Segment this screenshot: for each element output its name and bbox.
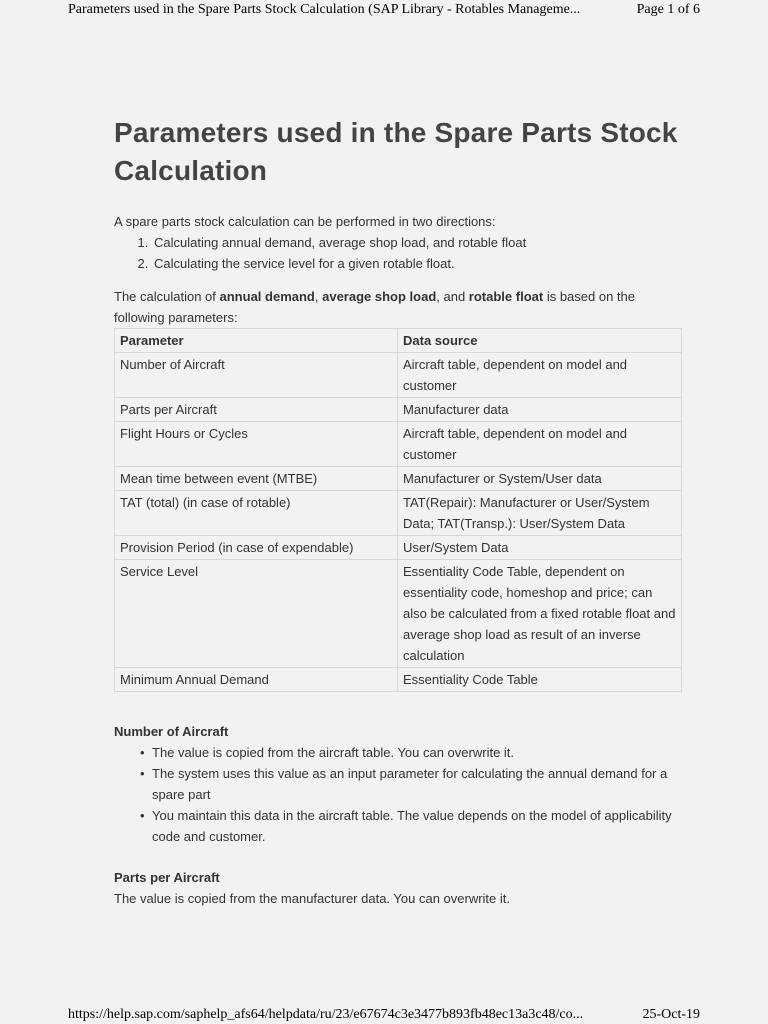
calc-text: , xyxy=(314,289,323,304)
table-row xyxy=(115,536,682,560)
direction-item: 2. Calculating the service level for a given rotable float. xyxy=(152,253,682,274)
data-source-cell: Aircraft table, dependent on model and customer xyxy=(398,422,682,467)
data-source-cell: Manufacturer or System/User data xyxy=(398,467,682,491)
data-source-cell: User/System Data xyxy=(398,536,682,560)
data-source-cell: Essentiality Code Table xyxy=(398,668,682,692)
data-source-cell: Manufacturer data xyxy=(398,398,682,422)
list-item: • The system uses this value as an input parameter for calculating the annual demand for a spare part xyxy=(152,763,682,805)
section-heading-parts-per-aircraft: Parts per Aircraft xyxy=(114,870,220,885)
print-header-title: Parameters used in the Spare Parts Stock Calculation (SAP Library - Rotables Manageme... xyxy=(68,2,581,17)
table-row xyxy=(115,398,682,422)
calculation-sentence xyxy=(114,286,682,328)
parameter-cell: Parts per Aircraft xyxy=(115,398,398,422)
parameter-cell: Minimum Annual Demand xyxy=(115,668,398,692)
section-heading-number-of-aircraft: Number of Aircraft xyxy=(114,724,229,739)
aircraft-bullet-list xyxy=(114,742,682,847)
calc-bold-rotable-float: rotable float xyxy=(468,289,544,304)
parameters-table xyxy=(114,328,682,692)
table-row xyxy=(115,422,682,467)
table-row xyxy=(115,668,682,692)
column-header-data-source: Data source xyxy=(398,329,682,353)
print-header xyxy=(68,2,700,18)
calc-bold-annual-demand: annual demand xyxy=(219,289,315,304)
data-source-cell: TAT(Repair): Manufacturer or User/System Data; TAT(Transp.): User/System Data xyxy=(398,491,682,536)
table-row xyxy=(115,467,682,491)
page-title: Parameters used in the Spare Parts Stock Calculation xyxy=(114,117,678,186)
print-header-page: Page 1 of 6 xyxy=(636,2,700,17)
parameter-cell: Flight Hours or Cycles xyxy=(115,422,398,467)
parameter-cell: Number of Aircraft xyxy=(115,353,398,398)
data-source-cell: Essentiality Code Table, dependent on essentiality code, homeshop and price; can also be calculated from a fixed rotable float and average shop load as result of an inverse calculation xyxy=(398,560,682,668)
directions-list xyxy=(114,232,682,274)
table-header-row xyxy=(115,329,682,353)
calc-text: The calculation of xyxy=(114,289,220,304)
intro-text: A spare parts stock calculation can be performed in two directions: xyxy=(114,214,496,229)
calc-bold-average-shop-load: average shop load xyxy=(322,289,437,304)
table-row xyxy=(115,560,682,668)
print-footer-date: 25-Oct-19 xyxy=(642,1007,700,1022)
print-footer xyxy=(68,1007,700,1023)
parameter-cell: Service Level xyxy=(115,560,398,668)
direction-item: 1. Calculating annual demand, average shop load, and rotable float xyxy=(152,232,682,253)
list-item: • You maintain this data in the aircraft table. The value depends on the model of applicability code and customer. xyxy=(152,805,682,847)
document-content xyxy=(114,114,682,909)
column-header-parameter: Parameter xyxy=(115,329,398,353)
parameter-cell: Mean time between event (MTBE) xyxy=(115,467,398,491)
table-row xyxy=(115,491,682,536)
print-footer-url: https://help.sap.com/saphelp_afs64/helpdata/ru/23/e67674c3e3477b893fb48ec13a3c48/co... xyxy=(68,1007,584,1022)
parts-per-aircraft-text: The value is copied from the manufacturer data. You can overwrite it. xyxy=(114,891,510,906)
table-row xyxy=(115,353,682,398)
calc-text: , and xyxy=(436,289,469,304)
parameter-cell: TAT (total) (in case of rotable) xyxy=(115,491,398,536)
calc-text: is based on the following parameters: xyxy=(114,289,635,325)
data-source-cell: Aircraft table, dependent on model and customer xyxy=(398,353,682,398)
list-item: • The value is copied from the aircraft table. You can overwrite it. xyxy=(152,742,682,763)
parameter-cell: Provision Period (in case of expendable) xyxy=(115,536,398,560)
